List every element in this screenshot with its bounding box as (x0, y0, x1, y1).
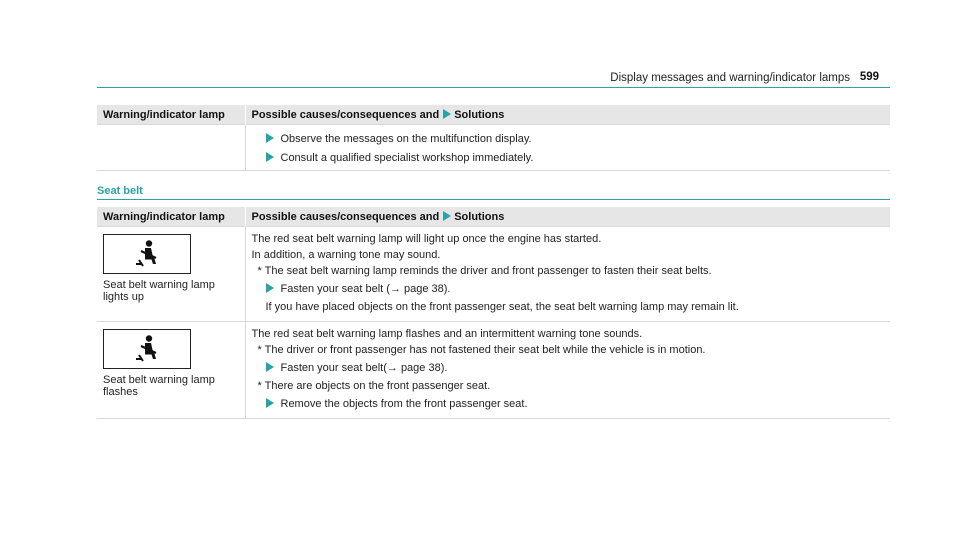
cause-text: In addition, a warning tone may sound. (251, 249, 441, 261)
section-rule (97, 199, 890, 200)
page-header (0, 72, 960, 86)
note-text: If you have placed objects on the front passenger seat, the seat belt warning lamp may remain lit. (265, 301, 739, 313)
solution-arrow-icon (266, 398, 274, 408)
cause-text: The red seat belt warning lamp will light up once the engine has started. (251, 233, 602, 245)
solution-step: Observe the messages on the multifunction display. (252, 131, 885, 147)
lamp-label: flashes (103, 386, 138, 398)
solution-arrow-icon (266, 283, 274, 293)
solutions-cell (245, 227, 890, 322)
table-row (97, 125, 890, 171)
table-header-row (97, 207, 890, 227)
column-header-solutions: Possible causes/consequences and Solutions (245, 105, 890, 125)
solution-step: Remove the objects from the front passenger seat. (252, 396, 885, 412)
cause-text: * The driver or front passenger has not fastened their seat belt while the vehicle is in motion. (257, 344, 706, 356)
solution-arrow-icon (443, 211, 451, 221)
cause-text: * There are objects on the front passenger seat. (257, 380, 491, 392)
lamp-cell (97, 322, 245, 419)
solution-step: Consult a qualified specialist workshop immediately. (252, 150, 885, 166)
solution-arrow-icon (266, 133, 274, 143)
column-header-lamp: Warning/indicator lamp (97, 105, 245, 125)
seat-belt-warning-icon (103, 329, 191, 369)
table-row (97, 322, 890, 419)
solution-arrow-icon (443, 109, 451, 119)
column-header-lamp: Warning/indicator lamp (97, 207, 245, 227)
page-number: 599 (859, 71, 879, 83)
solution-arrow-icon (266, 362, 274, 372)
solution-step: Fasten your seat belt(→ page 38). (252, 360, 885, 376)
seat-belt-warning-icon (103, 234, 191, 274)
lamp-label: lights up (103, 291, 144, 303)
cause-text: * The seat belt warning lamp reminds the driver and front passenger to fasten their seat belts. (257, 265, 712, 277)
section-title: Seat belt (97, 185, 143, 197)
cause-text: The red seat belt warning lamp flashes and an intermittent warning tone sounds. (251, 328, 643, 340)
seat-belt-table (97, 207, 890, 419)
column-header-solutions: Possible causes/consequences and Solutions (245, 207, 890, 227)
running-header: Display messages and warning/indicator lamps (610, 72, 850, 84)
solutions-cell (245, 322, 890, 419)
solution-arrow-icon (266, 152, 274, 162)
table-row (97, 227, 890, 322)
solutions-cell (245, 125, 890, 171)
lamp-cell (97, 125, 245, 171)
header-rule (97, 87, 890, 88)
table-header-row (97, 105, 890, 125)
warning-table-continued (97, 105, 890, 171)
lamp-label: Seat belt warning lamp (103, 279, 215, 291)
lamp-cell (97, 227, 245, 322)
lamp-label: Seat belt warning lamp (103, 374, 215, 386)
solution-step: Fasten your seat belt (→ page 38). (252, 281, 885, 297)
